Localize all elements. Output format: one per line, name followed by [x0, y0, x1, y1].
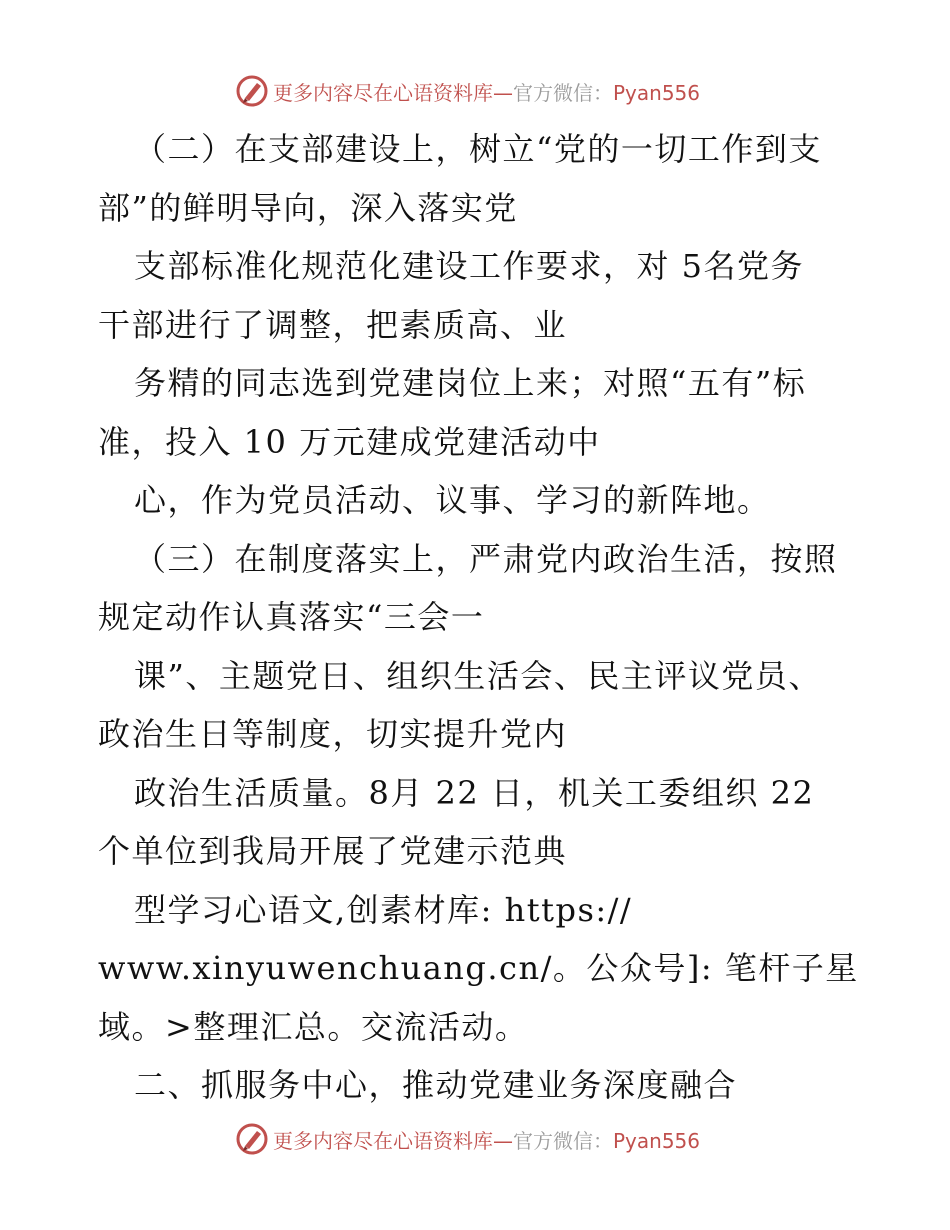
paragraph-line: 干部进行了调整，把素质高、业 [98, 305, 568, 344]
paragraph-line: 个单位到我局开展了党建示范典 [98, 832, 568, 870]
paragraph-line: 心，作为党员活动、议事、学习的新阵地。 [134, 481, 771, 519]
paragraph-line: 支部标准化规范化建设工作要求，对 5名党务 [134, 247, 805, 285]
paragraph-line: 部”的鲜明导向，深入落实党 [98, 188, 518, 227]
watermark-account-id: Pyan556 [613, 80, 701, 105]
footer-watermark [235, 1121, 700, 1157]
document-body [98, 120, 868, 1115]
watermark-dash: — [493, 80, 513, 105]
watermark-text [273, 1125, 700, 1154]
paragraph-line: 域。>整理汇总。交流活动。 [98, 1007, 529, 1046]
pen-logo-icon [235, 1122, 269, 1156]
paragraph-line: 规定动作认真落实“三会一 [98, 598, 485, 636]
pen-logo-icon [235, 74, 269, 108]
paragraph-line: www.xinyuwenchuang.cn/。公众号]: 笔杆子星 [98, 949, 859, 987]
paragraph-line: 型学习心语文,创素材库: https:// [134, 890, 633, 929]
paragraph-line: 课”、主题党日、组织生活会、民主评议党员、 [134, 656, 822, 695]
watermark-official-label: 官方微信： [513, 80, 613, 105]
paragraph-line: 务精的同志选到党建岗位上来；对照“五有”标 [134, 364, 807, 402]
section-heading: 二、抓服务中心，推动党建业务深度融合 [134, 1066, 738, 1104]
watermark-account-id: Pyan556 [613, 1128, 701, 1153]
paragraph-line: （二）在支部建设上，树立“党的一切工作到支 [134, 130, 822, 168]
watermark-official-label: 官方微信： [513, 1128, 613, 1153]
paragraph-line: 政治生活质量。8月 22 日，机关工委组织 22 [134, 773, 815, 812]
watermark-text [273, 77, 700, 106]
paragraph-line: （三）在制度落实上，严肃党内政治生活，按照 [134, 539, 838, 578]
watermark-brand: 更多内容尽在心语资料库 [273, 1128, 493, 1153]
header-watermark [235, 73, 700, 109]
paragraph-line: 政治生日等制度，切实提升党内 [98, 715, 568, 753]
watermark-brand: 更多内容尽在心语资料库 [273, 80, 493, 105]
paragraph-line: 准，投入 10 万元建成党建活动中 [98, 422, 601, 461]
watermark-dash: — [493, 1128, 513, 1153]
